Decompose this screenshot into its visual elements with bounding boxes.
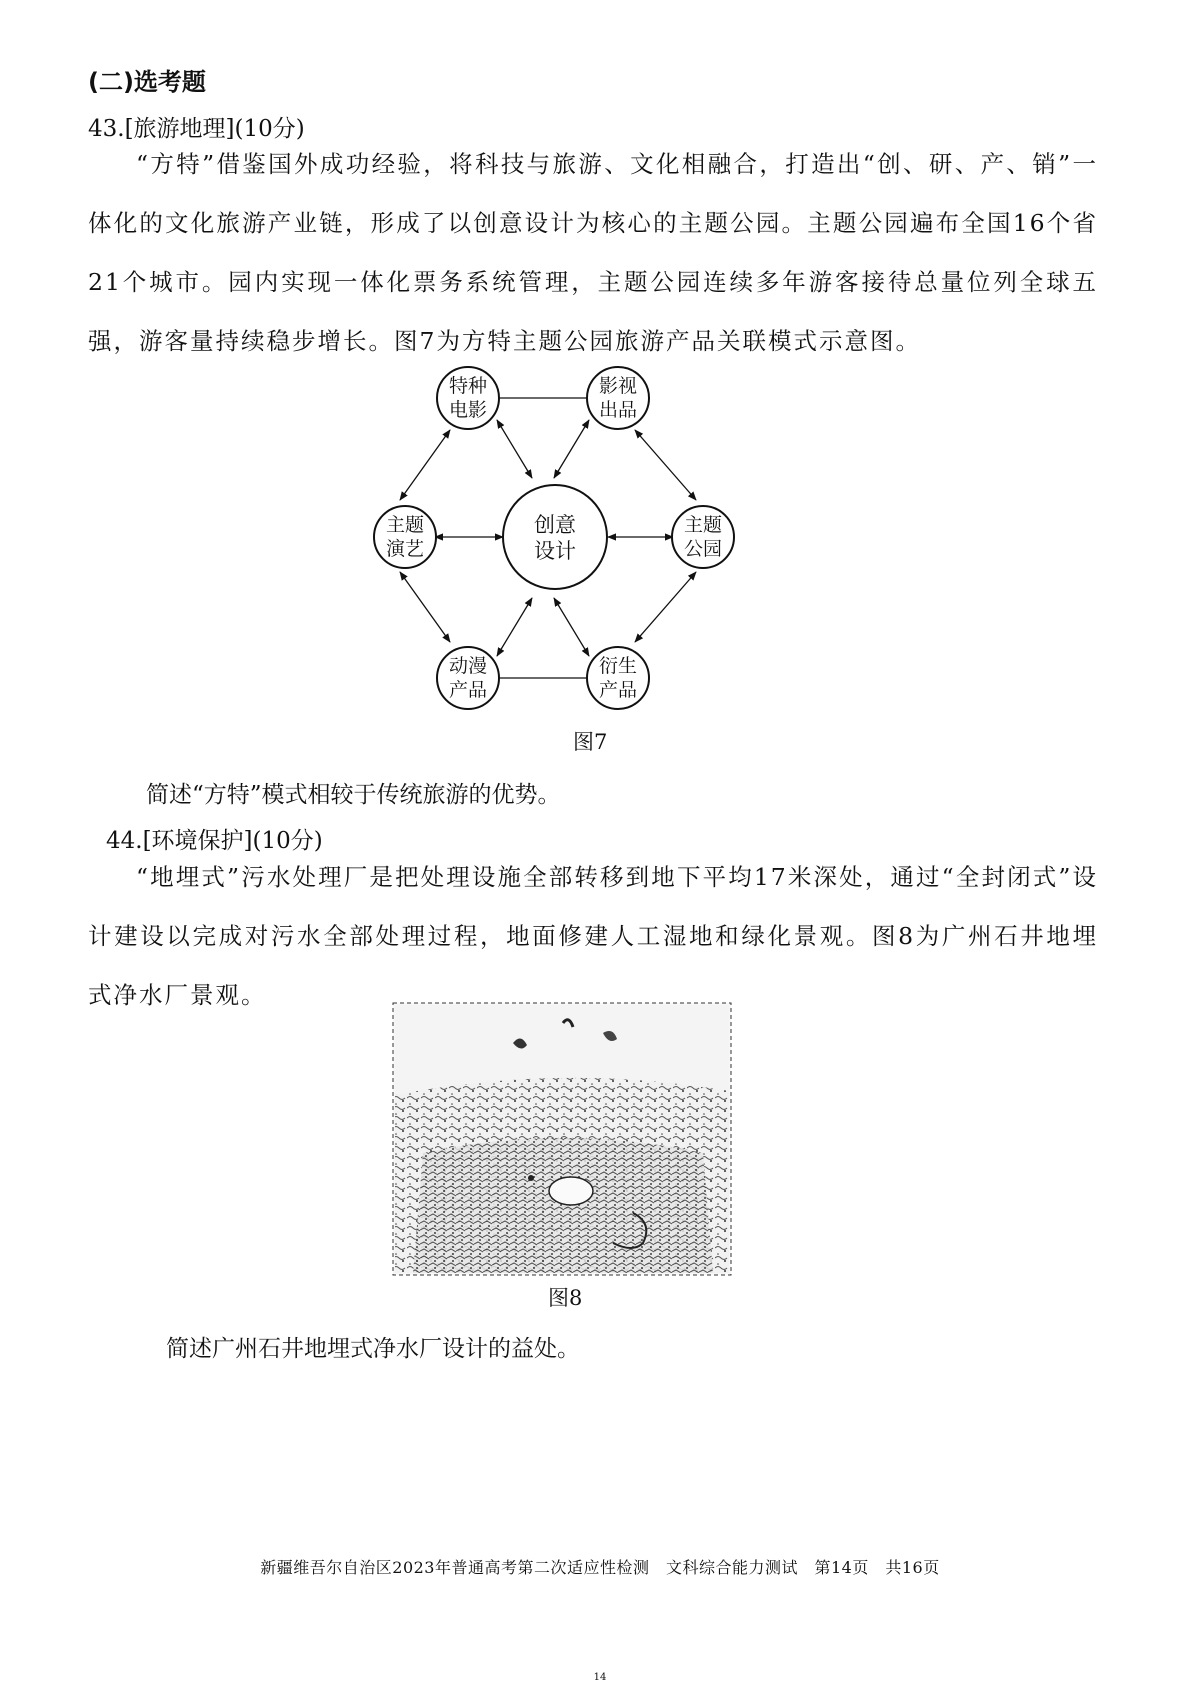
section-heading: (二)选考题 bbox=[88, 68, 206, 96]
page-number: 14 bbox=[593, 1672, 607, 1683]
figure-8-caption: 图8 bbox=[548, 1286, 583, 1310]
node-top-left-line2: 电影 bbox=[448, 399, 488, 421]
center-circle bbox=[503, 485, 607, 589]
node-top-right-line1: 影视 bbox=[598, 375, 638, 397]
center-line1: 创意 bbox=[534, 513, 576, 537]
q44-paragraph bbox=[88, 848, 1098, 1025]
node-bottom-right-line2: 产品 bbox=[598, 679, 638, 701]
node-top-right-line2: 出品 bbox=[598, 399, 638, 421]
q43-prompt: 简述“方特”模式相较于传统旅游的优势。 bbox=[146, 782, 561, 808]
node-mid-left-line1: 主题 bbox=[385, 514, 425, 536]
node-bottom-left-line2: 产品 bbox=[448, 679, 488, 701]
node-bottom-right-line1: 衍生 bbox=[598, 655, 638, 677]
node-mid-right-line1: 主题 bbox=[683, 514, 723, 536]
node-mid-left-line2: 演艺 bbox=[385, 538, 425, 560]
q44-prompt: 简述广州石井地埋式净水厂设计的益处。 bbox=[166, 1336, 580, 1362]
center-line2: 设计 bbox=[534, 539, 576, 563]
q43-paragraph-text: “方特”借鉴国外成功经验，将科技与旅游、文化相融合，打造出“创、研、产、销”一体化的文化旅游产业链，形成了以创意设计为核心的主题公园。主题公园遍布全国16个省21个城市。园内实现一体化票务系统管理，主题公园连续多年游客接待总量位列全球五强，游客量持续稳步增长。图7为方特主题公园旅游产品关联模式示意图。 bbox=[88, 150, 1098, 355]
q44-paragraph-text: “地埋式”污水处理厂是把处理设施全部转移到地下平均17米深处，通过“全封闭式”设计建设以完成对污水全部处理过程，地面修建人工湿地和绿化景观。图8为广州石井地埋式净水厂景观。 bbox=[88, 863, 1098, 1009]
node-mid-right-line2: 公园 bbox=[683, 538, 723, 560]
q44-heading: 44.[环境保护](10分) bbox=[106, 828, 323, 854]
figure-7-diagram bbox=[385, 360, 780, 730]
page-footer: 新疆维吾尔自治区2023年普通高考第二次适应性检测 文科综合能力测试 第14页 共16页 bbox=[260, 1558, 940, 1577]
node-top-left-line1: 特种 bbox=[448, 375, 488, 397]
figure-8-photo bbox=[393, 1003, 731, 1275]
q43-paragraph bbox=[88, 135, 1098, 371]
q43-heading: 43.[旅游地理](10分) bbox=[88, 116, 305, 142]
node-bottom-left-line1: 动漫 bbox=[448, 655, 488, 677]
figure-7-caption: 图7 bbox=[573, 730, 608, 754]
